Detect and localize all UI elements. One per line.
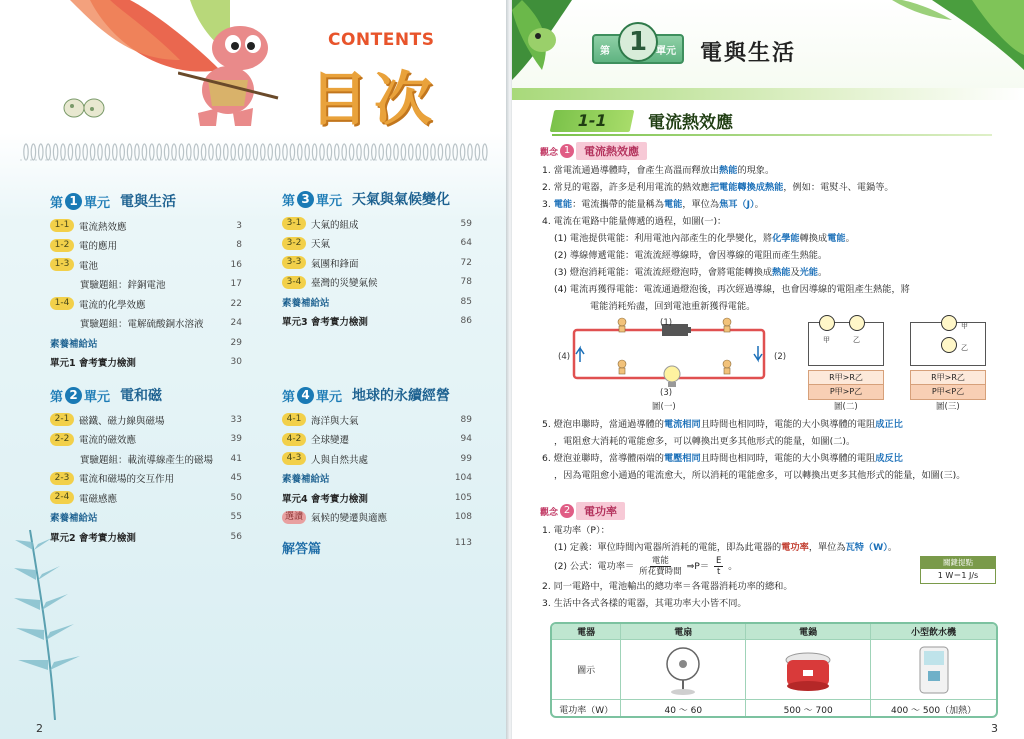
concept-number: 2: [560, 504, 574, 518]
circuit-label-3: (3): [660, 388, 673, 398]
toc-entry-label: 素養補給站: [282, 474, 330, 486]
point-5: 5. 燈泡串聯時，當通過導體的電流相同且時間也相同時，電能的大小與導體的電阻成正比: [542, 419, 903, 430]
unit-heading: [50, 384, 242, 406]
point-6: 6. 燈泡並聯時，當導體兩端的電壓相同且時間也相同時，電能的大小與導體的電阻成反比: [542, 453, 903, 464]
toc-entry-label: 磁鐵、磁力線與磁場: [79, 415, 165, 427]
water-dispenser-icon: [914, 643, 954, 697]
power-point-1: 1. 電功率（P）：: [542, 525, 610, 536]
toc-entry-page: 50: [230, 492, 242, 503]
answers-page: 113: [454, 538, 472, 548]
toc-unit-1: [50, 190, 242, 372]
points-5-6: [542, 416, 1004, 484]
toc-entry-page: 64: [460, 238, 472, 249]
toc-entry-page: 8: [236, 240, 242, 251]
toc-entry-page: 104: [454, 473, 472, 484]
section-badge: 4-3: [282, 452, 306, 465]
parallel-comparison: [910, 370, 986, 400]
unit-title: 電和磁: [120, 388, 163, 404]
section-badge: 2-4: [50, 491, 74, 504]
toc-entry-page: 16: [230, 259, 242, 270]
table-row: [552, 640, 996, 700]
bulb-label-b: 乙: [853, 336, 860, 344]
toc-entry-page: 22: [230, 298, 242, 309]
bulb-icon: [941, 315, 957, 331]
table-cell: [621, 640, 746, 699]
table-cell: [746, 640, 871, 699]
section-badge: 2-1: [50, 413, 74, 426]
toc-entry-label: 實驗題組：鋅銅電池: [80, 280, 166, 292]
circuit-label-4: (4): [558, 352, 571, 362]
concept-2-header: [540, 502, 625, 520]
toc-entry[interactable]: [282, 312, 472, 332]
toc-entry-page: 39: [230, 434, 242, 445]
section-badge: 1-4: [50, 297, 74, 310]
table-cell: [871, 640, 996, 699]
resistance-compare: R甲>R乙: [911, 371, 985, 385]
series-circuit: [808, 322, 884, 366]
contents-heading-zh: 目次: [310, 65, 439, 133]
table-cell: 40 ～ 60: [621, 700, 746, 718]
bulb-label-b: 乙: [961, 344, 968, 352]
toc-entry-label: 全球變遷: [311, 435, 350, 447]
toc-entry[interactable]: [282, 273, 472, 293]
point-4-4: (4) 電流再獲得電能：電流通過燈泡後，再次經過導線，也會因導線的電阻產生熱能，將: [554, 284, 910, 295]
point-4-3: (3) 燈泡消耗電能：電流流經燈泡時，會將電能轉換成熱能及光能。: [554, 267, 828, 278]
circuit-label-1: (1): [660, 318, 673, 328]
section-badge: 選讀: [282, 511, 306, 524]
unit-prefix: 第: [282, 389, 296, 405]
toc-entry-label: 電流和磁場的交互作用: [79, 474, 175, 486]
section-underline: [552, 134, 992, 136]
bulb-icon: [849, 315, 865, 331]
toc-entry-label: 天氣: [311, 239, 331, 251]
toc-entry-label: 實驗題組：電解硫酸銅水溶液: [80, 319, 204, 331]
toc-entry-page: 17: [230, 279, 242, 290]
toc-entry-page: 78: [460, 277, 472, 288]
concept-title: 電流熱效應: [576, 142, 647, 160]
section-badge: 2-3: [50, 472, 74, 485]
electric-fan-icon: [658, 644, 708, 696]
toc-entry-label: 素養補給站: [50, 513, 98, 525]
left-page: [0, 0, 508, 739]
table-header: 電扇: [621, 624, 746, 639]
concept-word: 觀念: [540, 147, 559, 158]
toc-entry-label: 電流熱效應: [79, 221, 127, 233]
arrow-up-icon: [576, 348, 584, 362]
unit-heading: [282, 188, 472, 210]
unit-plate-suffix: 單元: [656, 45, 676, 57]
figure-3-caption: 圖(三): [936, 402, 960, 412]
table-cell: 400 ～ 500（加熱）: [891, 705, 977, 716]
table-header: 電鍋: [746, 624, 871, 639]
right-page: [512, 0, 1024, 739]
figure-1-caption: 圖(一): [652, 402, 676, 412]
toc-entry-page: 3: [236, 220, 242, 231]
toc-entry[interactable]: [282, 430, 472, 450]
toc-entry[interactable]: [50, 449, 242, 469]
toc-entry-page: 29: [230, 337, 242, 348]
unit-title: 電與生活: [700, 41, 797, 66]
circuit-label-2: (2): [774, 352, 787, 362]
point-5-cont: ，電阻愈大消耗的電能愈多，可以轉換出更多其他形式的能量，如圖(二)。: [554, 436, 856, 447]
bulb-icon: [819, 315, 835, 331]
toc-entry-label: 單元2 會考實力檢測: [50, 532, 136, 544]
table-header: 電器: [552, 624, 621, 639]
point-4: 4. 電流在電路中能量傳遞的過程，如圖(一)：: [542, 216, 727, 227]
answers-label: 解答篇: [282, 542, 322, 557]
toc-entry[interactable]: [50, 275, 242, 295]
toc-entry-label: 電流的化學效應: [79, 299, 146, 311]
section-badge: 1-1: [50, 219, 74, 232]
toc-entry[interactable]: [282, 508, 472, 528]
key-point-heading: 關鍵提點: [921, 557, 995, 569]
section-badge: 1-2: [50, 239, 74, 252]
unit-title: 地球的永續經營: [352, 388, 451, 404]
section-badge: 3-3: [282, 256, 306, 269]
toc-rows: [50, 410, 242, 547]
toc-entry[interactable]: [282, 234, 472, 254]
toc-entry[interactable]: [50, 410, 242, 430]
toc-entry-label: 單元4 會考實力檢測: [282, 493, 368, 505]
toc-entry-label: 實驗題組：載流導線產生的磁場: [80, 454, 214, 466]
table-header-row: [552, 624, 996, 640]
toc-entry-label: 海洋與大氣: [311, 415, 359, 427]
point-3: 3. 電能：電流攜帶的能量稱為電能，單位為焦耳（J）。: [542, 199, 764, 210]
toc-entry-page: 105: [454, 492, 472, 503]
unit-plate-number: 1: [618, 22, 658, 62]
bulb-icon: [941, 337, 957, 353]
table-row: [552, 700, 996, 718]
unit-suffix: 單元: [84, 195, 111, 211]
toc-entry-label: 單元3 會考實力檢測: [282, 317, 368, 329]
toc-entry-label: 人與自然共處: [311, 454, 369, 466]
contents-heading-en: CONTENTS: [328, 30, 435, 50]
point-6-cont: ，因為電阻愈小通過的電流愈大，所以消耗的電能愈多，可以轉換出更多其他形式的能量，如圖(三)。: [554, 470, 966, 481]
toc-rows: [282, 410, 472, 527]
power-point-3: 3. 生活中各式各樣的電器，其電功率大小皆不同。: [542, 598, 747, 609]
toc-entry[interactable]: [50, 236, 242, 256]
unit-number-badge: 4: [297, 387, 314, 404]
toc-entry[interactable]: [50, 333, 242, 353]
toc-entry[interactable]: [282, 253, 472, 273]
concept-title: 電功率: [576, 502, 625, 520]
key-point-box: [920, 556, 996, 584]
bulb-icon: [664, 366, 680, 382]
table-row-label: 圖示: [552, 640, 621, 699]
toc-entry[interactable]: [50, 353, 242, 373]
point-4-4-cont: 電能消耗殆盡，回到電池重新獲得電能。: [590, 301, 756, 312]
section-badge: 4-1: [282, 413, 306, 426]
power-definition: (1) 定義：單位時間內電器所消耗的電能，即為此電器的電功率，單位為瓦特（W）。: [554, 542, 898, 553]
toc-entry-label: 電池: [79, 260, 99, 272]
unit-suffix: 單元: [316, 389, 343, 405]
toc-entry[interactable]: [282, 469, 472, 489]
unit-prefix: 第: [50, 389, 64, 405]
toc-unit-3: [282, 188, 472, 331]
toc-entry-label: 素養補給站: [282, 297, 330, 309]
unit-plate-prefix: 第: [600, 45, 610, 57]
toc-entry-label: 臺灣的災變氣候: [311, 278, 378, 290]
toc-entry-page: 59: [460, 218, 472, 229]
unit-suffix: 單元: [316, 193, 343, 209]
header-divider: [512, 88, 1024, 100]
point-4-2: (2) 導線傳遞電能：電流流經導線時，會因導線的電阻而產生熱能。: [554, 250, 828, 261]
spiral-binding-icon: [20, 140, 490, 166]
toc-entry-page: 33: [230, 414, 242, 425]
point-2: 2. 常見的電器，許多是利用電流的熱效應把電能轉換成熱能，例如：電熨斗、電鍋等。: [542, 182, 894, 193]
parallel-circuit: [910, 322, 986, 366]
toc-entry[interactable]: [50, 430, 242, 450]
concept-word: 觀念: [540, 507, 559, 518]
toc-entry-page: 41: [230, 453, 242, 464]
toc-entry[interactable]: [50, 255, 242, 275]
toc-entry-page: 55: [230, 512, 242, 523]
point-4-1: (1) 電池提供電能：利用電池內部產生的化學變化，將化學能轉換成電能。: [554, 233, 855, 244]
fraction-energy-time: $\frac{\text{電能}}{\text{所花費時間}}$: [639, 556, 682, 577]
toc-entry-label: 氣候的變遷與適應: [311, 513, 388, 525]
page-number-right: 3: [991, 722, 998, 735]
toc-entry-page: 24: [230, 318, 242, 329]
key-point-body: 1 W＝1 J/s: [937, 571, 979, 580]
toc-entry[interactable]: [282, 292, 472, 312]
figure-2-caption: 圖(二): [834, 402, 858, 412]
unit-title: 天氣與氣候變化: [352, 192, 451, 208]
toc-entry[interactable]: [282, 410, 472, 430]
section-badge: 3-4: [282, 276, 306, 289]
power-point-2: 2. 同一電路中，電池輸出的總功率＝各電器消耗功率的總和。: [542, 581, 793, 592]
bulb-label-a: 甲: [961, 322, 968, 330]
power-compare: P甲>P乙: [809, 385, 883, 399]
toc-entry[interactable]: [282, 488, 472, 508]
toc-entry[interactable]: [50, 488, 242, 508]
table-header: 小型飲水機: [911, 628, 957, 638]
concept-1-header: [540, 142, 647, 160]
toc-entry[interactable]: [282, 449, 472, 469]
toc-entry-page: 86: [460, 316, 472, 327]
toc-entry-page: 94: [460, 434, 472, 445]
unit-number-badge: 3: [297, 191, 314, 208]
fraction-e-t: $\frac{E}{t}$: [715, 556, 722, 577]
section-title: 電流熱效應: [648, 113, 733, 133]
toc-entry-label: 單元1 會考實力檢測: [50, 358, 136, 370]
toc-entry-page: 85: [460, 296, 472, 307]
unit-title: 電與生活: [120, 194, 177, 210]
page-number-left: 2: [36, 722, 43, 735]
toc-entry-page: 30: [230, 357, 242, 368]
toc-entry[interactable]: [50, 469, 242, 489]
toc-entry[interactable]: [282, 214, 472, 234]
toc-entry-page: 56: [230, 531, 242, 542]
toc-entry[interactable]: [50, 314, 242, 334]
toc-entry[interactable]: [50, 216, 242, 236]
section-badge: 3-1: [282, 217, 306, 230]
section-badge: 4-2: [282, 433, 306, 446]
unit-prefix: 第: [282, 193, 296, 209]
toc-entry[interactable]: [50, 294, 242, 314]
toc-entry-label: 氣團和鋒面: [311, 258, 359, 270]
toc-entry[interactable]: [50, 508, 242, 528]
toc-rows: [50, 216, 242, 372]
power-formula: (2) 公式：電功率＝ $\frac{\text{電能}}{\text{所花費時間}}$ ⇒P＝ $\frac{E}{t}$ 。: [554, 556, 738, 577]
unit-suffix: 單元: [84, 389, 111, 405]
series-comparison: [808, 370, 884, 400]
toc-entry-page: 108: [454, 512, 472, 523]
toc-entry-label: 素養補給站: [50, 338, 98, 350]
toc-entry-page: 72: [460, 257, 472, 268]
eggs-icon: [62, 96, 112, 118]
point-1: 1. 當電流通過導體時，會產生高溫而釋放出熱能的現象。: [542, 165, 775, 176]
toc-entry-page: 99: [460, 453, 472, 464]
table-cell: 500 ～ 700: [746, 700, 871, 718]
toc-unit-4: [282, 384, 472, 527]
resistance-compare: R甲>R乙: [809, 371, 883, 385]
unit-heading: [50, 190, 242, 212]
toc-entry-label: 大氣的組成: [311, 219, 359, 231]
rice-cooker-icon: [781, 646, 835, 694]
toc-unit-2: [50, 384, 242, 547]
power-compare: P甲<P乙: [911, 385, 985, 399]
toc-entry[interactable]: [50, 527, 242, 547]
toc-entry-page: 45: [230, 473, 242, 484]
toc-entry-label: 電的應用: [79, 241, 118, 253]
section-badge: 1-3: [50, 258, 74, 271]
table-row-label: 電功率（W）: [552, 700, 621, 718]
toc-entry-label: 電磁感應: [79, 493, 118, 505]
arrow-down-icon: [754, 346, 762, 360]
appliance-power-table: [550, 622, 998, 718]
toc-rows: [282, 214, 472, 331]
section-badge: 3-2: [282, 237, 306, 250]
section-badge: 2-2: [50, 433, 74, 446]
unit-number-badge: 2: [65, 387, 82, 404]
section-tag: 1-1: [550, 110, 635, 132]
toc-entry-label: 電流的磁效應: [79, 435, 137, 447]
concept-number: 1: [560, 144, 574, 158]
toc-answers[interactable]: [282, 538, 472, 557]
bulb-label-a: 甲: [823, 336, 830, 344]
unit-heading: [282, 384, 472, 406]
dinosaur-mascot-icon: [178, 18, 288, 128]
concept-1-body: [542, 162, 1004, 315]
unit-prefix: 第: [50, 195, 64, 211]
unit-number-badge: 1: [65, 193, 82, 210]
toc-entry-page: 89: [460, 414, 472, 425]
